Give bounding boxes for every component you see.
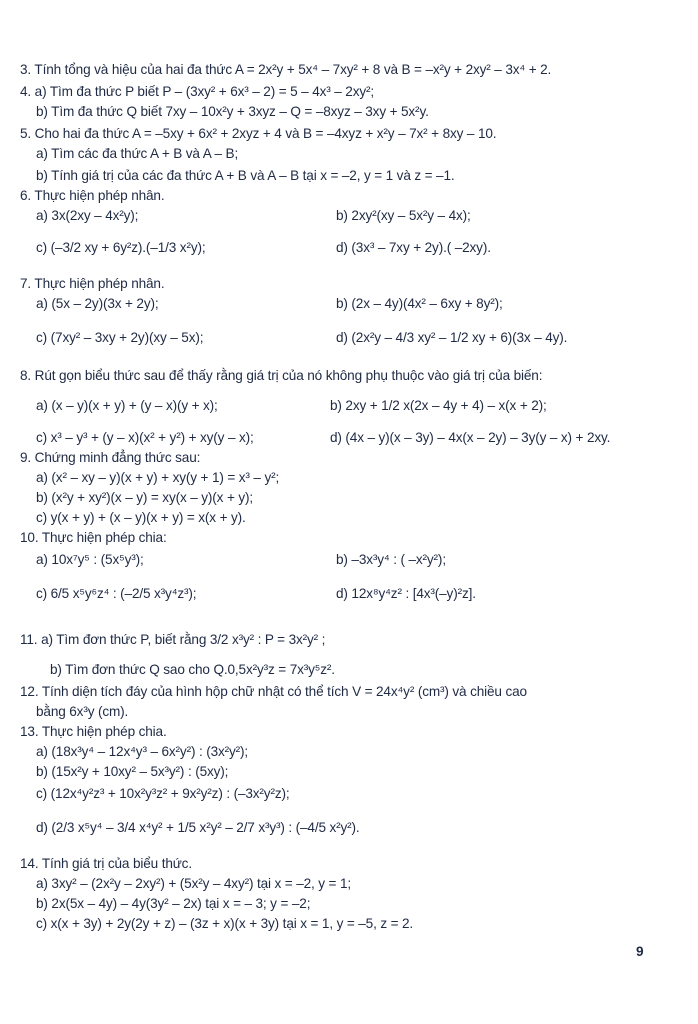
text-line: 5. Cho hai đa thức A = –5xy + 6x² + 2xyz + 4 và B = –4xyz + x²y – 7x² + 8xy – 10. (20, 126, 497, 141)
text-line: c) (7xy² – 3xy + 2y)(xy – 5x); (36, 330, 204, 345)
text-line: 13. Thực hiện phép chia. (20, 724, 167, 739)
text-line: a) Tìm các đa thức A + B và A – B; (36, 146, 239, 161)
text-line: 6. Thực hiện phép nhân. (20, 188, 165, 203)
text-line: d) (2x²y – 4/3 xy² – 1/2 xy + 6)(3x – 4y). (336, 330, 568, 345)
text-line: a) (18x³y⁴ – 12x⁴y³ – 6x²y²) : (3x²y²); (36, 744, 249, 759)
text-line: 7. Thực hiện phép nhân. (20, 276, 165, 291)
text-line: 14. Tính giá trị của biểu thức. (20, 856, 192, 871)
text-line: 10. Thực hiện phép chia: (20, 530, 167, 545)
text-line: d) (4x – y)(x – 3y) – 4x(x – 2y) – 3y(y – x) + 2xy. (330, 430, 611, 445)
text-line: 11. a) Tìm đơn thức P, biết rằng 3/2 x³y² : P = 3x²y² ; (20, 632, 326, 647)
text-line: 12. Tính diện tích đáy của hình hộp chữ nhật có thể tích V = 24x⁴y² (cm³) và chiều cao (20, 684, 527, 699)
text-line: a) (5x – 2y)(3x + 2y); (36, 296, 159, 311)
text-line: 9. Chứng minh đẳng thức sau: (20, 450, 201, 465)
text-line: b) –3x³y⁴ : ( –x²y²); (336, 552, 446, 567)
text-line: bằng 6x³y (cm). (36, 704, 129, 719)
text-line: b) 2xy + 1/2 x(2x – 4y + 4) – x(x + 2); (330, 398, 547, 413)
text-line: b) Tìm đa thức Q biết 7xy – 10x²y + 3xyz – Q = –8xyz – 3xy + 5x²y. (36, 104, 429, 119)
text-line: 4. a) Tìm đa thức P biết P – (3xy² + 6x³ – 2) = 5 – 4x³ – 2xy²; (20, 84, 375, 99)
text-line: a) (x² – xy – y)(x + y) + xy(y + 1) = x³ – y²; (36, 470, 280, 485)
text-line: b) Tìm đơn thức Q sao cho Q.0,5x²y³z = 7x³y⁵z². (50, 662, 335, 677)
text-line: a) 10x⁷y⁵ : (5x⁵y³); (36, 552, 144, 567)
text-line: a) 3xy² – (2x²y – 2xy²) + (5x²y – 4xy²) tại x = –2, y = 1; (36, 876, 352, 891)
page-number: 9 (636, 944, 644, 959)
text-line: a) (x – y)(x + y) + (y – x)(y + x); (36, 398, 218, 413)
text-line: b) 2x(5x – 4y) – 4y(3y² – 2x) tại x = – 3; y = –2; (36, 896, 311, 911)
text-line: c) x(x + 3y) + 2y(2y + z) – (3z + x)(x + 3y) tại x = 1, y = –5, z = 2. (36, 916, 414, 931)
text-line: b) (15x²y + 10xy² – 5x³y²) : (5xy); (36, 764, 229, 779)
text-line: c) (–3/2 xy + 6y²z).(–1/3 x²y); (36, 240, 206, 255)
text-line: c) 6/5 x⁵y⁶z⁴ : (–2/5 x³y⁴z³); (36, 586, 197, 601)
text-line: b) (2x – 4y)(4x² – 6xy + 8y²); (336, 296, 503, 311)
text-line: d) (3x³ – 7xy + 2y).( –2xy). (336, 240, 491, 255)
text-line: c) y(x + y) + (x – y)(x + y) = x(x + y). (36, 510, 246, 525)
text-line: c) x³ – y³ + (y – x)(x² + y²) + xy(y – x); (36, 430, 254, 445)
text-line: c) (12x⁴y²z³ + 10x²y³z² + 9x²y²z) : (–3x²y²z); (36, 786, 290, 801)
text-line: d) 12x⁸y⁴z² : [4x³(–y)²z]. (336, 586, 476, 601)
text-line: b) (x²y + xy²)(x – y) = xy(x – y)(x + y); (36, 490, 254, 505)
text-line: 8. Rút gọn biểu thức sau để thấy rằng giá trị của nó không phụ thuộc vào giá trị của biến: (20, 368, 543, 383)
text-line: b) 2xy²(xy – 5x²y – 4x); (336, 208, 471, 223)
text-line: 3. Tính tổng và hiệu của hai đa thức A = 2x²y + 5x⁴ – 7xy² + 8 và B = –x²y + 2xy² – 3x⁴ + 2. (20, 62, 552, 77)
text-line: d) (2/3 x⁵y⁴ – 3/4 x⁴y² + 1/5 x²y² – 2/7 x³y³) : (–4/5 x²y²). (36, 820, 360, 835)
text-line: b) Tính giá trị của các đa thức A + B và A – B tại x = –2, y = 1 và z = –1. (36, 168, 455, 183)
text-line: a) 3x(2xy – 4x²y); (36, 208, 139, 223)
